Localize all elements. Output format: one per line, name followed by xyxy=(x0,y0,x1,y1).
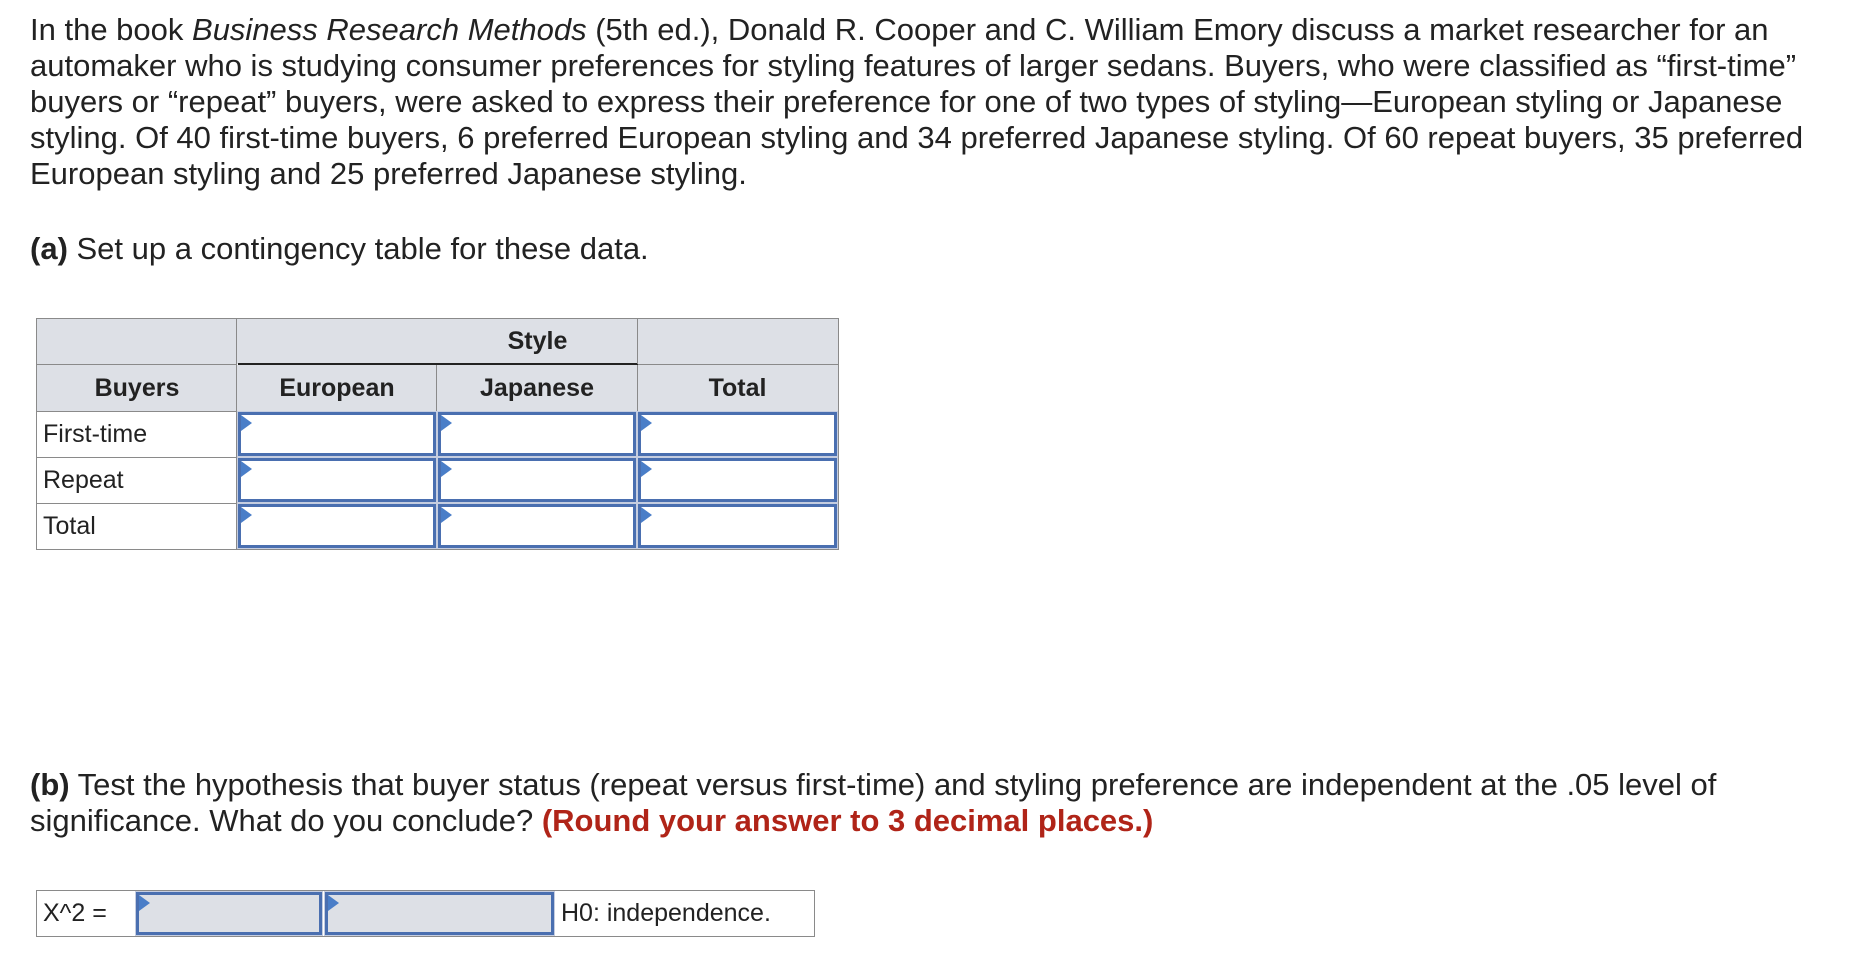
style-group-header: Style xyxy=(237,319,838,364)
row-label-first-time: First-time xyxy=(37,411,237,457)
answer-marker-icon xyxy=(441,415,452,431)
answer-marker-icon xyxy=(641,507,652,523)
hypothesis-conclusion-text: H0: independence. xyxy=(561,899,771,927)
japanese-column-header: Japanese xyxy=(437,365,637,411)
answer-marker-icon xyxy=(241,415,252,431)
header-divider xyxy=(638,364,838,365)
grand-total-input[interactable] xyxy=(638,504,837,548)
table-corner-cell xyxy=(37,319,237,364)
total-japanese-input[interactable] xyxy=(438,504,636,548)
part-b-label: (b) xyxy=(30,767,70,802)
book-title: Business Research Methods xyxy=(192,12,587,47)
question-intro-post: (5th ed.), Donald R. Cooper and C. William Emory discuss a market researcher for an automaker who is studying consumer preferences for styling features of larger sedans. Buyers, who were classified as “first-time” buyers or “repeat” buyers, were asked to express their preference for one of two types of styling—European styling or Japanese styling. Of 40 first-time buyers, 6 preferred European styling and 34 preferred Japanese styling. Of 60 repeat buyers, 35 preferred European styling and 25 preferred Japanese styling. xyxy=(30,12,1804,191)
question-text xyxy=(30,12,1850,192)
part-a-prompt xyxy=(30,231,649,267)
answer-marker-icon xyxy=(441,507,452,523)
answer-marker-icon xyxy=(641,461,652,477)
buyers-column-header: Buyers xyxy=(37,365,237,411)
answer-marker-icon xyxy=(139,895,150,911)
header-divider xyxy=(637,319,638,364)
part-a-text: Set up a contingency table for these data. xyxy=(67,231,649,266)
header-divider xyxy=(37,364,237,365)
total-column-header: Total xyxy=(637,365,838,411)
answer-marker-icon xyxy=(328,895,339,911)
total-european-input[interactable] xyxy=(238,504,436,548)
european-column-header: European xyxy=(237,365,437,411)
chi-square-row xyxy=(36,890,815,937)
header-divider xyxy=(436,365,437,411)
repeat-european-input[interactable] xyxy=(238,458,436,502)
part-b-text: Test the hypothesis that buyer status (repeat versus first-time) and styling preference are independent at the .05 level of significance. What do you conclude? xyxy=(30,767,1717,838)
chi-square-value-input[interactable] xyxy=(136,892,322,935)
header-divider xyxy=(637,365,638,411)
part-b-prompt xyxy=(30,767,1850,839)
header-divider xyxy=(236,319,237,411)
answer-marker-icon xyxy=(241,507,252,523)
first-time-total-input[interactable] xyxy=(638,412,837,456)
rounding-note: (Round your answer to 3 decimal places.) xyxy=(541,803,1154,838)
question-intro-pre: In the book xyxy=(30,12,193,47)
first-time-european-input[interactable] xyxy=(238,412,436,456)
first-time-japanese-input[interactable] xyxy=(438,412,636,456)
row-label-total: Total xyxy=(37,503,237,549)
repeat-total-input[interactable] xyxy=(638,458,837,502)
chi-square-label: X^2 = xyxy=(43,899,107,927)
answer-marker-icon xyxy=(441,461,452,477)
answer-marker-icon xyxy=(641,415,652,431)
answer-marker-icon xyxy=(241,461,252,477)
decision-dropdown[interactable] xyxy=(325,892,554,935)
contingency-table xyxy=(36,318,839,550)
repeat-japanese-input[interactable] xyxy=(438,458,636,502)
part-a-label: (a) xyxy=(30,231,68,266)
row-label-repeat: Repeat xyxy=(37,457,237,503)
